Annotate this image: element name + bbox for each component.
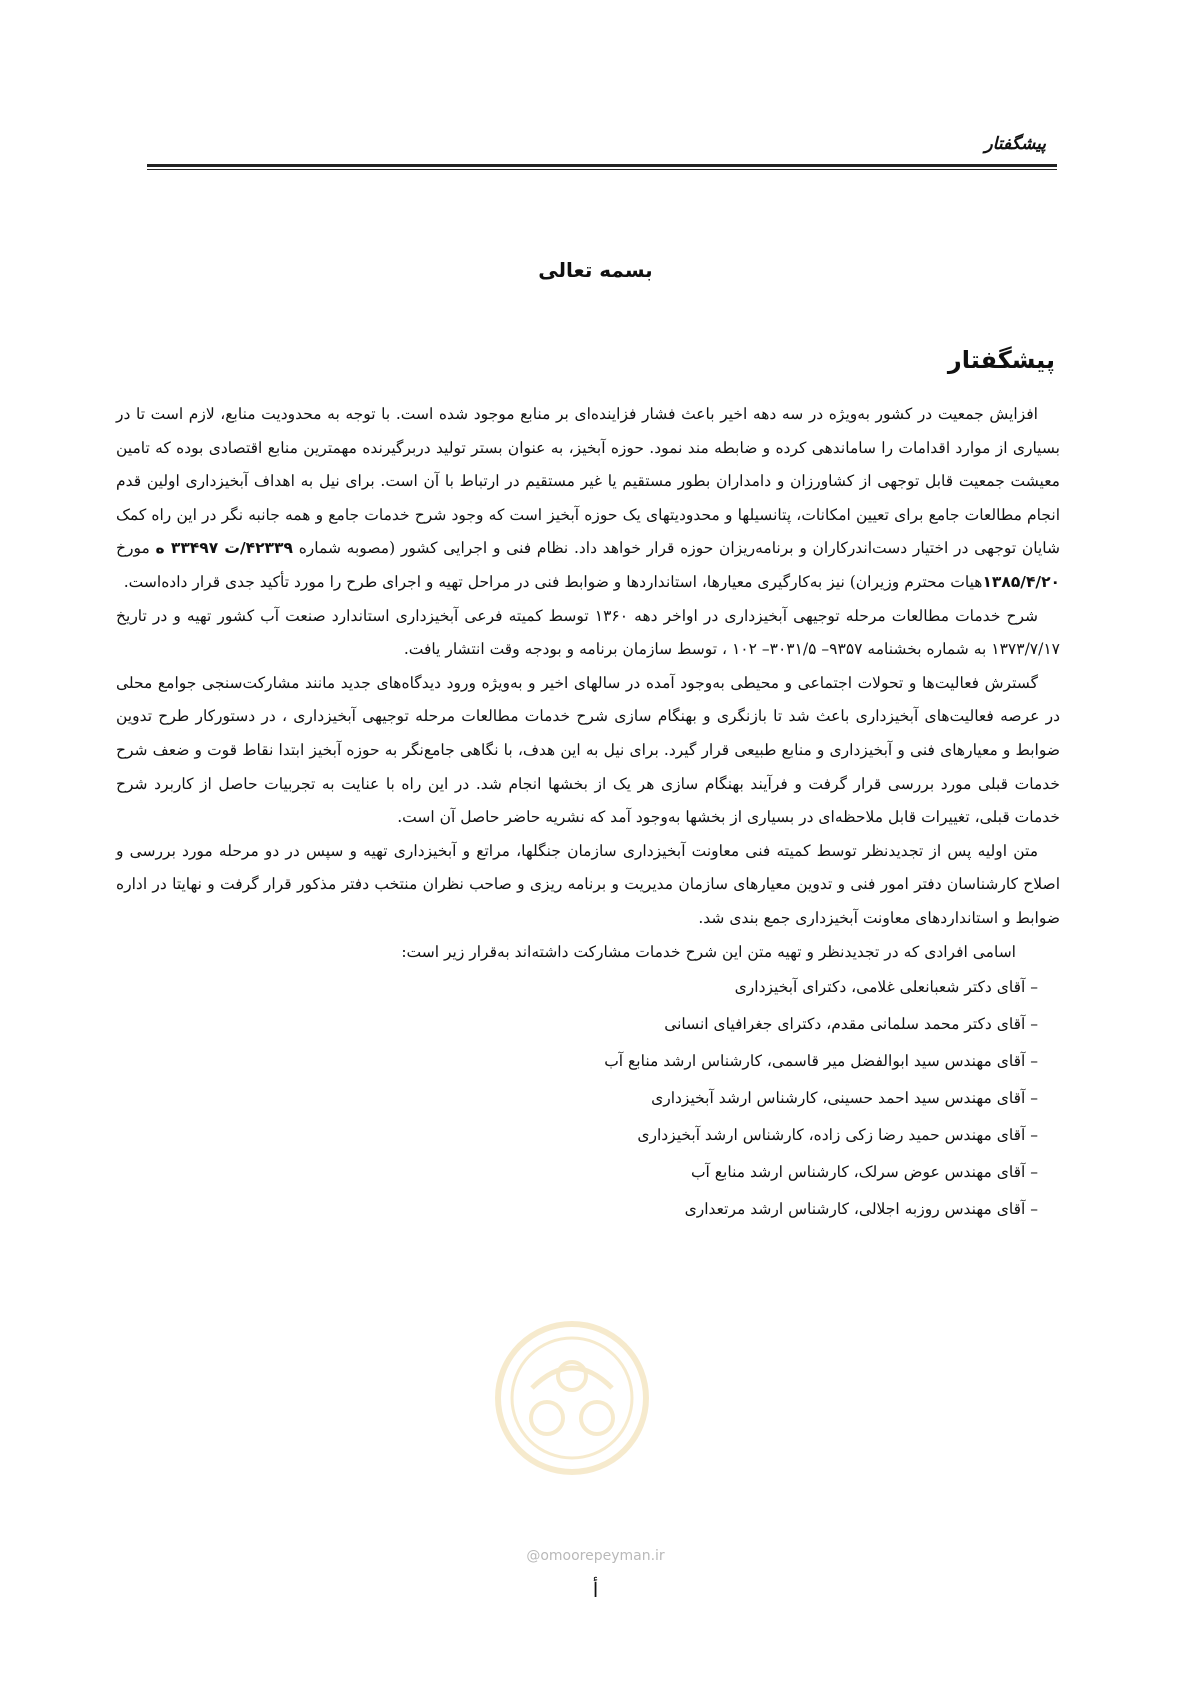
contributor-item: – آقای مهندس عوض سرلک، کارشناس ارشد منابع آب [116,1154,1038,1191]
body-text [116,398,1060,1228]
paragraph-1-text-d: هیات محترم وزیران) نیز به‌کارگیری معیارها، استانداردها و ضوابط فنی در مراحل تهیه و اجرای طرح را مورد تأکید جدی قرار داده‌است. [123,572,983,591]
contributor-item: – آقای مهندس حمید رضا زکی زاده، کارشناس ارشد آبخیزداری [116,1117,1038,1154]
contributor-item: – آقای مهندس سید ابوالفضل میر قاسمی، کارشناس ارشد منابع آب [116,1043,1038,1080]
paragraph-1-text-c: مورخ [116,539,150,558]
page-number: أ [592,1578,599,1602]
watermark-url: @omoorepeyman.ir [526,1548,665,1564]
paragraph-4: متن اولیه پس از تجدیدنظر توسط کمیته فنی معاونت آبخیزداری سازمان جنگلها، مراتع و آبخیزداری تهیه و سپس در دو مرحله مورد بررسی و اصلاح کارشناسان دفتر امور فنی و تدوین معیارهای سازمان مدیریت و برنامه ریزی و صاحب نظران منتخب دفتر مذکور قرار گرفت و نهایتا در اداره ضوابط و استانداردهای معاونت آبخیزداری جمع بندی شد. [116,841,1060,927]
header-rule-thick [147,164,1057,167]
paragraph-5: اسامی افرادی که در تجدیدنظر و تهیه متن این شرح خدمات مشارکت داشته‌اند به‌قرار زیر است: [401,942,1016,961]
paragraph-1-text-a: افزایش جمعیت در کشور به‌ویژه در سه دهه اخیر باعث فشار فزاینده‌ای بر منابع موجود شده است. با توجه به محدودیت منابع، لازم است تا در بسیاری از موارد اقدامات را ساماندهی کرده و ضابطه مند نمود. حوزه آبخیز، به عنوان بستر تولید دربرگیرنده مهمترین منابع اقتصادی بوده که تامین معیشت جمعیت قابل توجهی از کشاورزان و دامداران بطور مستقیم یا غیر مستقیم در ارتباط با آن است. برای نیل به اهداف آبخیزداری اولین قدم انجام مطالعات جامع برای تعیین امکانات، پتانسیلها و محدودیتهای یک حوزه آبخیز است که وجود شرح خدمات جامع و همه جانبه نگر در این راه کمک شایان توجهی در اختیار دست‌اندرکاران و برنامه‌ریزان حوزه قرار خواهد داد. نظام فنی و اجرایی کشور (مصوبه شماره [116,405,1060,558]
paragraph-2: شرح خدمات مطالعات مرحله توجیهی آبخیزداری در اواخر دهه ۱۳۶۰ توسط کمیته فرعی آبخیزداری استاندارد صنعت آب کشور تهیه و در تاریخ ۱۳۷۳/۷/۱۷ به شماره بخشنامه ۹۳۵۷– ۳۰۳۱/۵– ۱۰۲ ، توسط سازمان برنامه و بودجه وقت انتشار یافت. [116,606,1060,659]
section-title: پیشگفتار [947,346,1055,374]
contributors-list [116,969,1060,1228]
contributor-item: – آقای مهندس سید احمد حسینی، کارشناس ارشد آبخیزداری [116,1080,1038,1117]
paragraph-3: گسترش فعالیت‌ها و تحولات اجتماعی و محیطی به‌وجود آمده در سالهای اخیر و به‌ویژه ورود دیدگاه‌های جدید مانند مشارکت‌سنجی جوامع محلی در عرصه فعالیت‌های آبخیزداری باعث شد تا بازنگری و بهنگام سازی شرح خدمات مطالعات مرحله توجیهی آبخیزداری ، در دستورکار طرح تدوین ضوابط و معیارهای فنی و آبخیزداری و منابع طبیعی قرار گیرد. برای نیل به این هدف، با نگاهی جامع‌نگر به حوزه آبخیز ابتدا نقاط قوت و ضعف شرح خدمات قبلی مورد بررسی قرار گرفت و فرآیند بهنگام سازی هر یک از بخشها انجام شد. در این راه با عنایت به تجربیات حاصل از کاربرد شرح خدمات قبلی، تغییرات قابل ملاحظه‌ای در بسیاری از بخشها به‌وجود آمد که نشریه حاضر حاصل آن است. [116,673,1061,827]
invocation-heading: بسمه تعالی [538,258,653,282]
paragraph-1 [116,398,1060,600]
contributor-item: – آقای مهندس روزبه اجلالی، کارشناس ارشد مرتعداری [116,1191,1038,1228]
contributor-item: – آقای دکتر شعبانعلی غلامی، دکترای آبخیزداری [116,969,1038,1006]
decree-number: ۴۲۳۳۹/ت ۳۳۴۹۷ ه [155,539,293,558]
running-header-title: پیشگفتار [984,134,1046,154]
contributor-item: – آقای دکتر محمد سلمانی مقدم، دکترای جغرافیای انسانی [116,1006,1038,1043]
header-rule-thin [147,169,1057,170]
decree-date: ۱۳۸۵/۴/۲۰ [982,572,1060,591]
watermark-seal-icon [492,1318,652,1478]
